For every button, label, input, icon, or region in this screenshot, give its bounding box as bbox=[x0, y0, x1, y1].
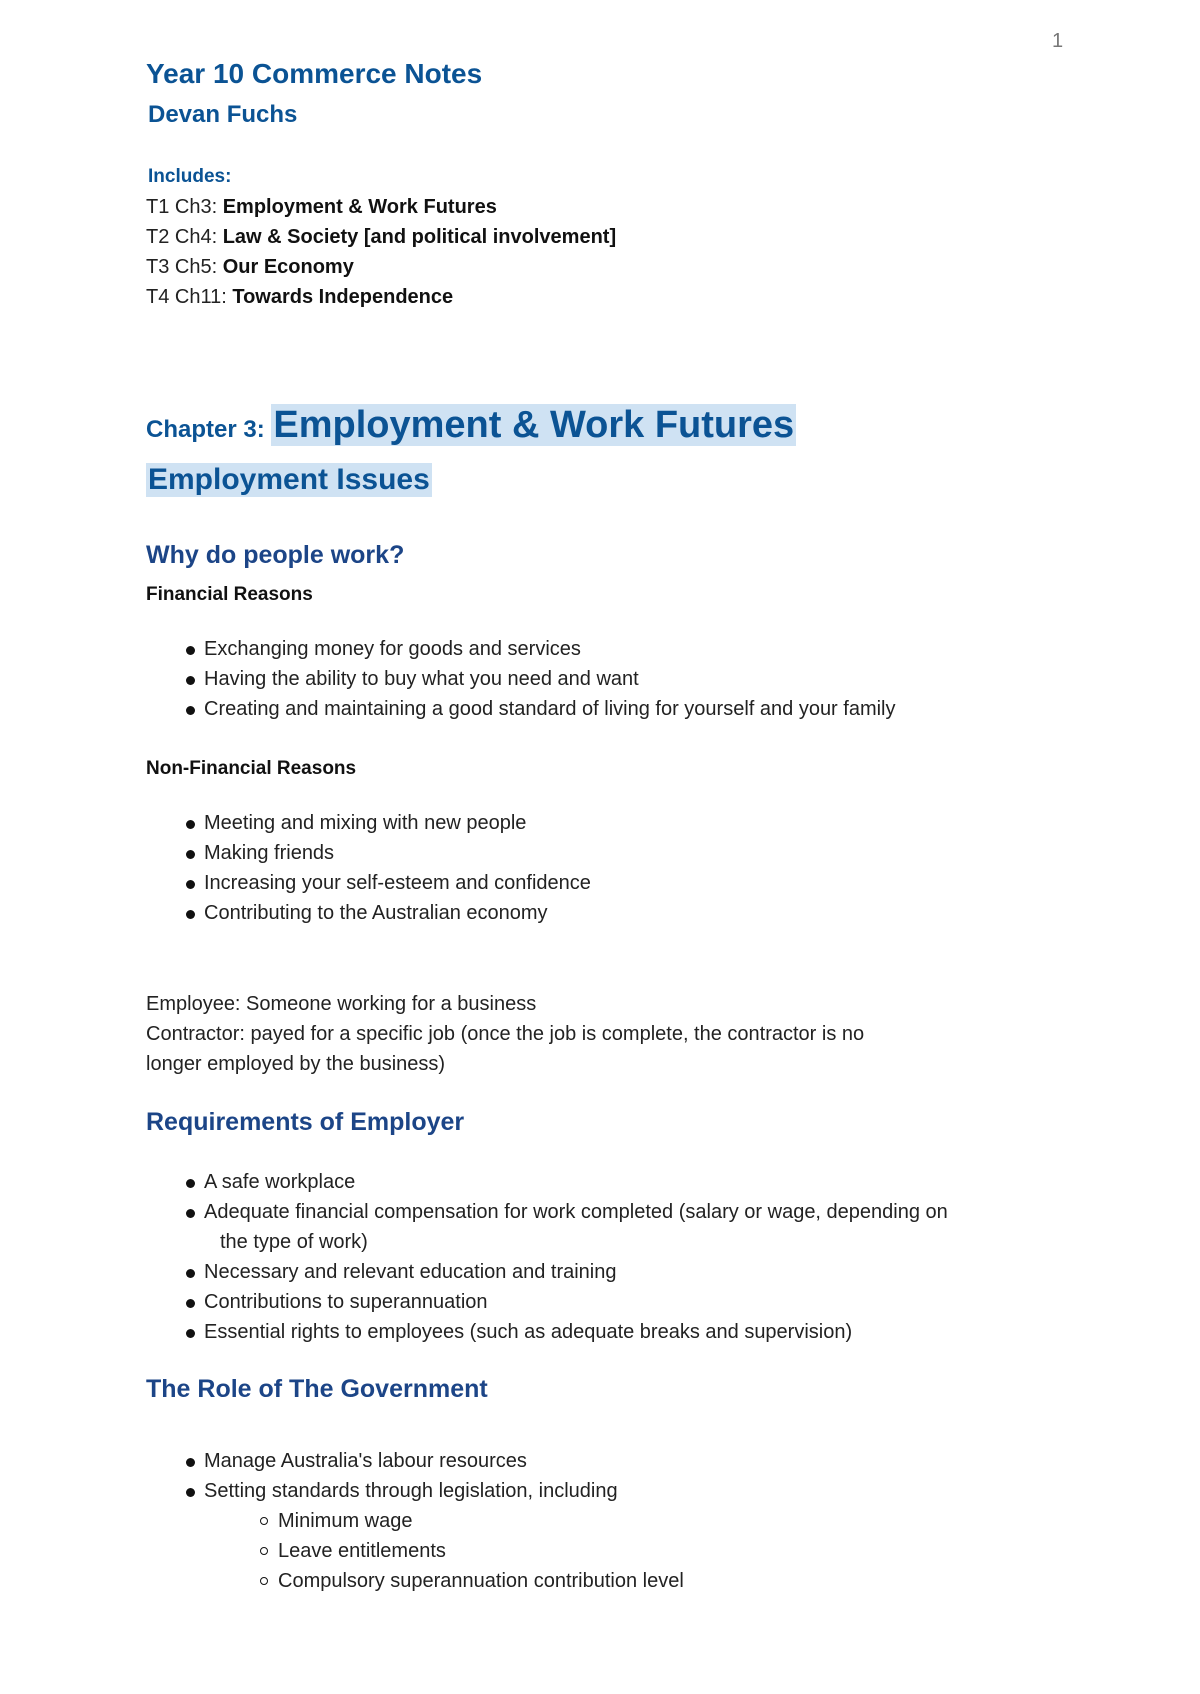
list-item: Having the ability to buy what you need and want bbox=[186, 664, 896, 694]
non-financial-reasons-heading: Non-Financial Reasons bbox=[146, 758, 357, 779]
includes-item-topic: Employment & Work Futures bbox=[222, 196, 497, 218]
list-item: Manage Australia's labour resources bbox=[186, 1446, 618, 1476]
hollow-bullet-icon bbox=[260, 1517, 268, 1525]
list-item: Necessary and relevant education and training bbox=[186, 1257, 948, 1287]
bullet-icon bbox=[186, 1209, 195, 1218]
hollow-bullet-icon bbox=[260, 1547, 268, 1555]
financial-reasons-list bbox=[186, 634, 896, 724]
bullet-icon bbox=[186, 850, 195, 859]
chapter-title: Employment & Work Futures bbox=[273, 404, 795, 446]
employer-requirements-heading: Requirements of Employer bbox=[146, 1108, 465, 1136]
contractor-definition-line: longer employed by the business) bbox=[146, 1053, 446, 1075]
bullet-icon bbox=[186, 1488, 195, 1497]
chapter-prefix: Chapter 3: bbox=[146, 416, 272, 443]
includes-item-topic: Towards Independence bbox=[232, 286, 454, 308]
contractor-definition-line: Contractor: payed for a specific job (once the job is complete, the contractor is no bbox=[146, 1023, 865, 1045]
list-item: Essential rights to employees (such as adequate breaks and supervision) bbox=[186, 1317, 948, 1347]
list-item: Meeting and mixing with new people bbox=[186, 808, 591, 838]
legislation-standards-list bbox=[260, 1506, 684, 1596]
bullet-icon bbox=[186, 1329, 195, 1338]
list-item: Creating and maintaining a good standard of living for yourself and your family bbox=[186, 694, 896, 724]
list-item: Increasing your self-esteem and confidence bbox=[186, 868, 591, 898]
bullet-icon bbox=[186, 646, 195, 655]
includes-item-prefix: T1 Ch3: bbox=[146, 196, 223, 218]
bullet-icon bbox=[186, 880, 195, 889]
employer-requirements-list bbox=[186, 1167, 948, 1347]
includes-item bbox=[146, 196, 497, 219]
bullet-icon bbox=[186, 910, 195, 919]
list-item: Contributing to the Australian economy bbox=[186, 898, 591, 928]
list-item: Minimum wage bbox=[260, 1506, 684, 1536]
bullet-icon bbox=[186, 1269, 195, 1278]
document-author: Devan Fuchs bbox=[148, 101, 298, 128]
why-work-heading: Why do people work? bbox=[146, 541, 405, 569]
document-title: Year 10 Commerce Notes bbox=[146, 58, 483, 89]
list-item: Setting standards through legislation, including bbox=[186, 1476, 618, 1506]
government-role-list bbox=[186, 1446, 618, 1506]
chapter-heading bbox=[146, 404, 796, 447]
includes-item-topic: Law & Society [and political involvement] bbox=[222, 226, 617, 248]
page-number: 1 bbox=[1052, 30, 1064, 52]
hollow-bullet-icon bbox=[260, 1577, 268, 1585]
list-item: Leave entitlements bbox=[260, 1536, 684, 1566]
includes-item bbox=[146, 226, 616, 249]
financial-reasons-heading: Financial Reasons bbox=[146, 584, 313, 605]
includes-item bbox=[146, 286, 453, 309]
list-item: Making friends bbox=[186, 838, 591, 868]
includes-item-topic: Our Economy bbox=[222, 256, 354, 278]
bullet-icon bbox=[186, 820, 195, 829]
includes-item bbox=[146, 256, 354, 279]
includes-item-prefix: T3 Ch5: bbox=[146, 256, 223, 278]
list-item: Adequate financial compensation for work completed (salary or wage, depending on the type of work) bbox=[186, 1197, 948, 1257]
list-item: Exchanging money for goods and services bbox=[186, 634, 896, 664]
includes-heading: Includes: bbox=[148, 166, 232, 187]
section-title: Employment Issues bbox=[148, 463, 430, 496]
list-item: Contributions to superannuation bbox=[186, 1287, 948, 1317]
bullet-icon bbox=[186, 676, 195, 685]
list-item: Compulsory superannuation contribution level bbox=[260, 1566, 684, 1596]
includes-item-prefix: T2 Ch4: bbox=[146, 226, 223, 248]
bullet-icon bbox=[186, 1458, 195, 1467]
bullet-icon bbox=[186, 706, 195, 715]
list-item: A safe workplace bbox=[186, 1167, 948, 1197]
government-role-heading: The Role of The Government bbox=[146, 1375, 488, 1403]
includes-item-prefix: T4 Ch11: bbox=[146, 286, 233, 308]
bullet-icon bbox=[186, 1299, 195, 1308]
non-financial-reasons-list bbox=[186, 808, 591, 928]
employee-definition: Employee: Someone working for a business bbox=[146, 993, 537, 1015]
bullet-icon bbox=[186, 1179, 195, 1188]
